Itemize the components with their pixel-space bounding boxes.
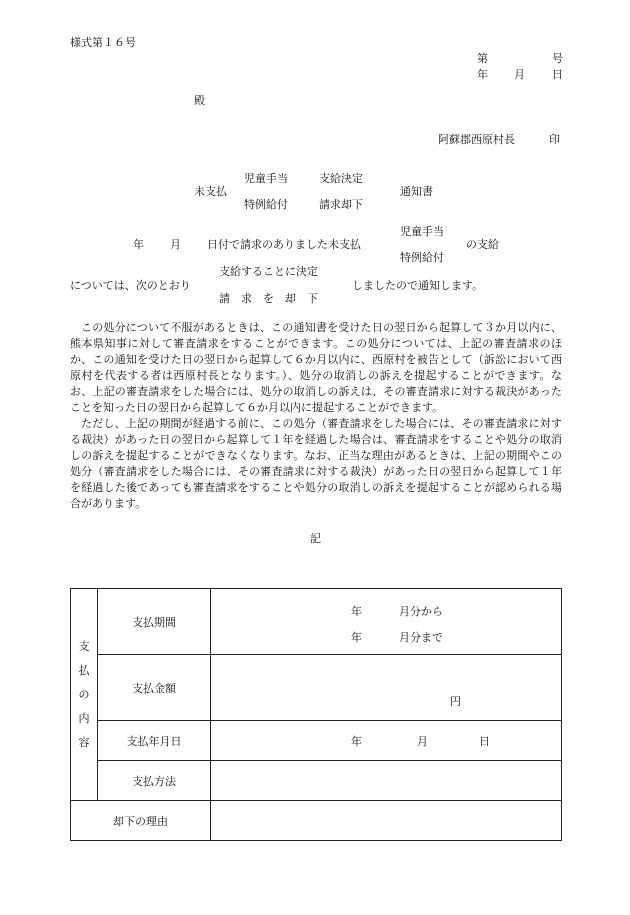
- title-decision-upper: 支給決定: [319, 172, 363, 185]
- addressee-suffix: 殿: [194, 94, 205, 107]
- intro-of-payment: の支給: [466, 238, 499, 251]
- header-date-month: 月: [514, 68, 525, 81]
- reject-reason-label: 却下の理由: [113, 814, 168, 828]
- appeal-paragraph-1: この処分について不服があるときは、この通知書を受けた日の翌日から起算して３か月以内に、熊本県知事に対して審査請求をすることができます。この処分については、上記の審査請求のほか、この通知を受けた日の翌日から起算して６か月以内に、西原村を被告として（訴訟において西原村を代表する者は西原村長となります。）、処分の取消しの訴えを提起することができます。なお、上記の審査請求をした場合には、処分の取消しの訴えは、その審査請求に対する裁決があったことを知った日の翌日から起算して６か月以内に提起することができます。: [70, 321, 562, 414]
- reject-reason-value-cell[interactable]: [211, 801, 562, 841]
- title-notice: 通知書: [400, 185, 433, 198]
- seal-mark: 印: [549, 133, 560, 146]
- amount-label-cell: [98, 655, 211, 721]
- pay-date-day: 日: [479, 735, 490, 748]
- intro-dated-request: 日付で請求のありました未支払: [207, 238, 361, 251]
- pay-date-value-cell[interactable]: [211, 721, 562, 761]
- amount-label: 支払金額: [132, 681, 176, 695]
- title-decision-lower: 請求却下: [319, 198, 363, 211]
- doc-number-prefix: 第: [477, 52, 488, 65]
- pay-method-label: 支払方法: [132, 774, 176, 788]
- intro-decision-lower: 請 求 を 却 下: [219, 292, 318, 305]
- amount-unit: 円: [450, 695, 461, 708]
- header-date-year: 年: [477, 68, 488, 81]
- ki-heading: 記: [310, 532, 321, 545]
- period-label-cell: [98, 589, 211, 655]
- period-value-cell[interactable]: [211, 589, 562, 655]
- pay-date-label: 支払年月日: [126, 734, 182, 748]
- appeal-paragraph-2: ただし、上記の期間が経過する前に、この処分（審査請求をした場合には、その審査請求に対する裁決）があった日の翌日から起算して１年を経過した場合は、審査請求をすることや処分の取消しの訴えを提起することができなくなります。なお、正当な理由があるときは、上記の期間やこの処分（審査請求をした場合には、その審査請求に対する裁決）があった日の翌日から起算して１年を経過した後であっても審査請求をすることや処分の取消しの訴えを提起することが認められる場合があります。: [70, 417, 562, 510]
- period-from-year: 年: [351, 605, 362, 618]
- reject-reason-label-cell: [71, 801, 211, 841]
- period-to-month: 月分まで: [399, 631, 443, 644]
- payment-content-label: [71, 589, 98, 801]
- title-benefit-upper: 児童手当: [244, 172, 288, 185]
- form-number: 様式第１６号: [70, 36, 136, 49]
- side-char: の: [78, 687, 90, 701]
- doc-number-suffix: 号: [552, 52, 563, 65]
- intro-prefix: については、次のとおり: [70, 279, 191, 292]
- pay-date-label-cell: [98, 721, 211, 761]
- side-char: 支: [78, 639, 90, 653]
- pay-date-year: 年: [351, 735, 362, 748]
- period-from-month: 月分から: [399, 605, 443, 618]
- title-benefit-lower: 特例給付: [244, 198, 288, 211]
- pay-method-label-cell: [98, 761, 211, 801]
- intro-suffix: しましたので通知します。: [352, 279, 484, 292]
- intro-month: 月: [170, 238, 181, 251]
- intro-benefit-upper: 児童手当: [400, 225, 444, 238]
- pay-date-month: 月: [417, 735, 428, 748]
- period-to-year: 年: [351, 631, 362, 644]
- amount-value-cell[interactable]: [211, 655, 562, 721]
- appeal-notice: [70, 320, 562, 512]
- issuer-name: 阿蘇郡西原村長: [438, 133, 515, 146]
- side-char: 容: [78, 735, 90, 749]
- payment-details-table: [70, 588, 562, 841]
- intro-year: 年: [133, 238, 144, 251]
- intro-benefit-lower: 特例給付: [400, 251, 444, 264]
- side-char: 払: [78, 663, 90, 677]
- header-date-day: 日: [552, 68, 563, 81]
- period-label: 支払期間: [132, 615, 176, 629]
- side-char: 内: [78, 711, 90, 725]
- pay-method-value-cell[interactable]: [211, 761, 562, 801]
- intro-decision-upper: 支給することに決定: [219, 265, 318, 278]
- title-unpaid: 未支払: [194, 185, 227, 198]
